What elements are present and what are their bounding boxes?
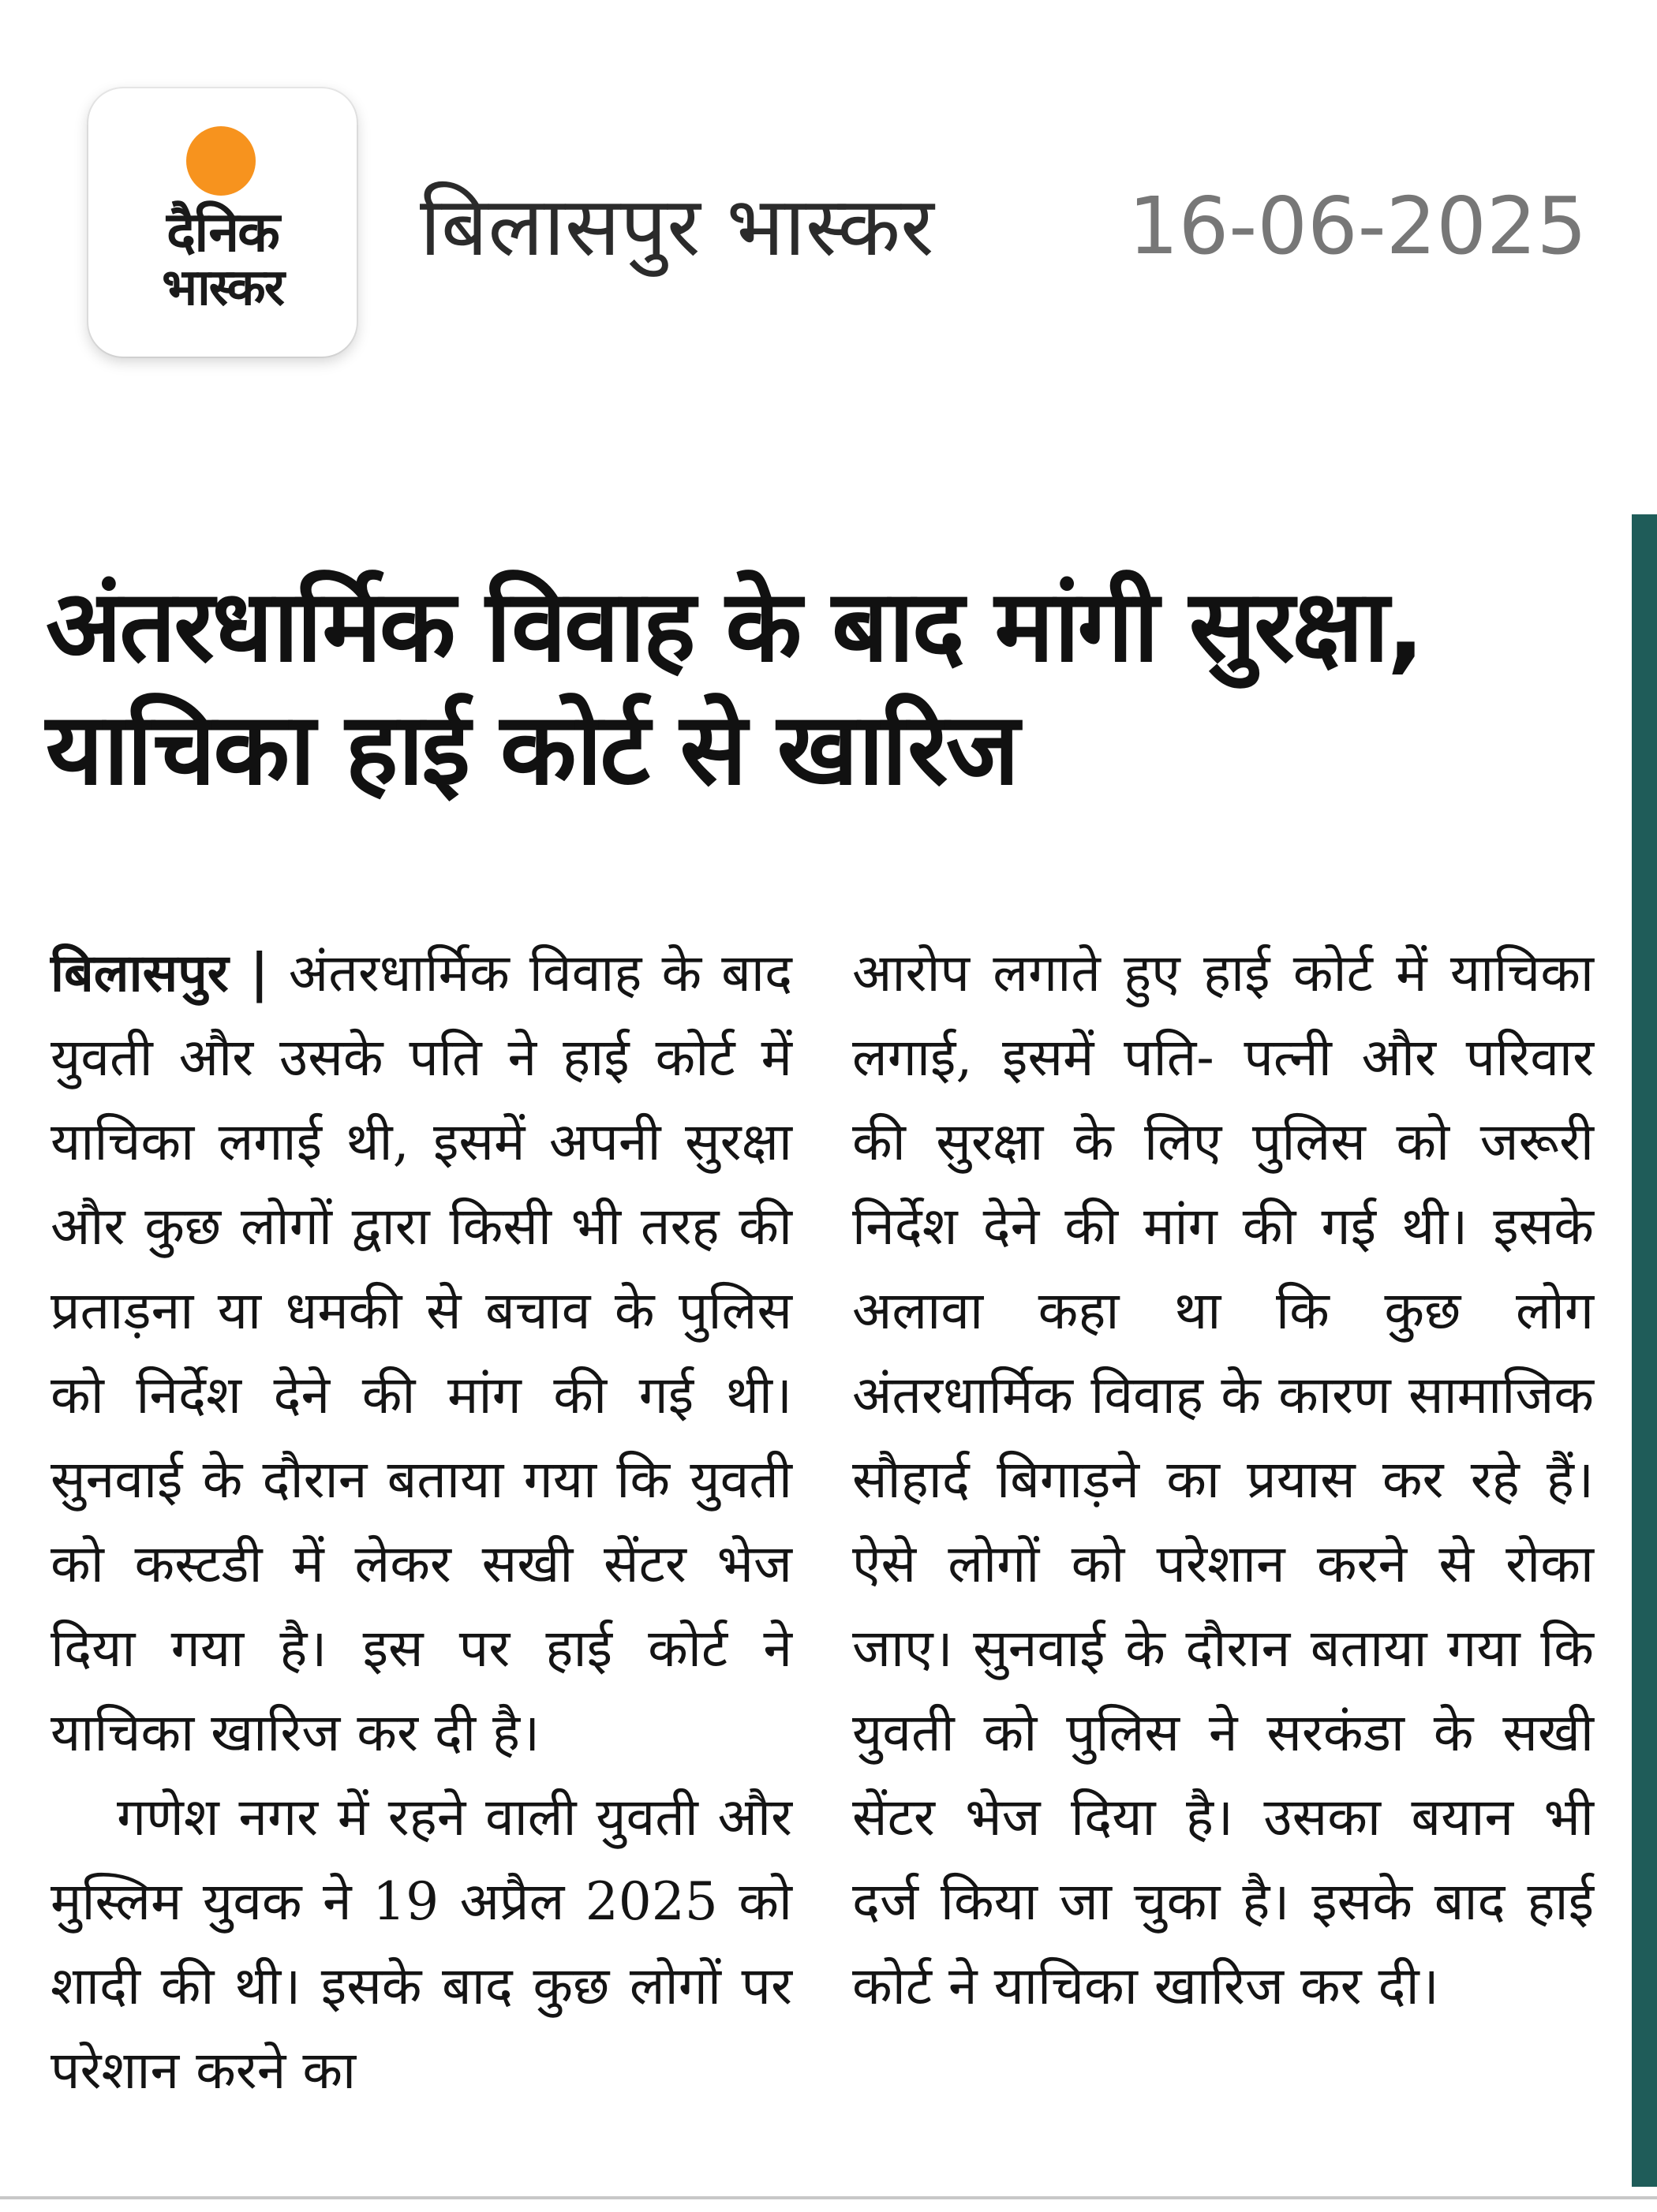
publisher-logo[interactable] [88, 88, 357, 357]
article-dateline: बिलासपुर | [50, 942, 269, 1003]
bottom-divider [0, 2196, 1657, 2199]
edition-date: 16-06-2025 [1128, 180, 1588, 272]
article-paragraph-2-continued: आरोप लगाते हुए हाई कोर्ट में याचिका लगाई, इसमें पति- पत्नी और परिवार की सुरक्षा के लिए पुलिस को जरूरी निर्देश देने की मांग की गई थी। इसके अलावा कहा था कि कुछ लोग अंतरधार्मिक विवाह के कारण सामाजिक सौहार्द बिगाड़ने का प्रयास कर रहे हैं। ऐसे लोगों को परेशान करने से रोका जाए। सुनवाई के दौरान बताया गया कि युवती को पुलिस ने सरकंडा के सखी सेंटर भेज दिया है। उसका बयान भी दर्ज किया जा चुका है। इसके बाद हाई कोर्ट ने याचिका खारिज कर दी। [852, 943, 1594, 2016]
article-paragraph-1 [50, 931, 792, 1775]
edition-title: बिलासपुर भास्कर [420, 178, 934, 275]
article-column-right [852, 931, 1594, 2028]
page-edge-rule [1632, 514, 1657, 2187]
article-paragraph-2: गणेश नगर में रहने वाली युवती और मुस्लिम युवक ने 19 अप्रैल 2025 को शादी की थी। इसके बाद कुछ लोगों पर परेशान करने का [50, 1787, 792, 2101]
article-paragraph-1-text: अंतरधार्मिक विवाह के बाद युवती और उसके पति ने हाई कोर्ट में याचिका लगाई थी, इसमें अपनी सुरक्षा और कुछ लोगों द्वारा किसी भी तरह की प्रताड़ना या धमकी से बचाव के पुलिस को निर्देश देने की मांग की गई थी। सुनवाई के दौरान बताया गया कि युवती को कस्टडी में लेकर सखी सेंटर भेज दिया गया है। इस पर हाई कोर्ट ने याचिका खारिज कर दी है। [50, 943, 792, 1763]
article-column-left [50, 931, 792, 2113]
sun-logo-icon [186, 126, 256, 196]
logo-text-line2: भास्कर [162, 259, 283, 317]
article-headline: अंतरधार्मिक विवाह के बाद मांगी सुरक्षा, याचिका हाई कोर्ट से खारिज [46, 568, 1423, 807]
logo-text-line1: दैनिक [166, 200, 279, 264]
